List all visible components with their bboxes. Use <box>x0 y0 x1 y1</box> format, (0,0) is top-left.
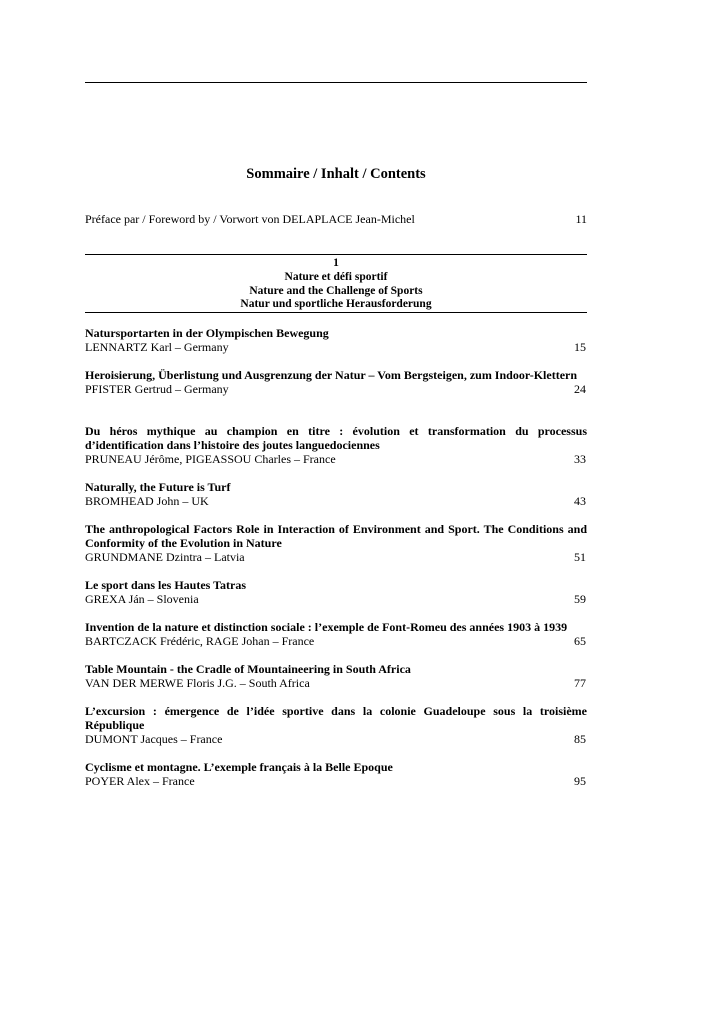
toc-entry <box>85 368 587 396</box>
entry-title: Natursportarten in der Olympischen Bewegung <box>85 326 329 340</box>
section-title-fr: Nature et défi sportif <box>284 270 388 283</box>
toc-entry <box>85 620 587 648</box>
entry-title: Du héros mythique au champion en titre : évolution et transformation du processus d’identification dans l’histoire des joutes languedociennes <box>85 424 587 452</box>
toc-entry <box>85 578 587 606</box>
section-divider-bottom <box>85 312 587 313</box>
toc-entry <box>85 326 587 354</box>
entry-author: VAN DER MERWE Floris J.G. – South Africa <box>85 676 310 690</box>
toc-entry <box>85 662 587 690</box>
preface-label: Préface par / Foreword by / Vorwort von DELAPLACE Jean-Michel <box>85 212 415 226</box>
entry-page: 33 <box>574 452 586 466</box>
entry-title: The anthropological Factors Role in Interaction of Environment and Sport. The Conditions and Conformity of the Evolution in Nature <box>85 522 587 550</box>
toc-entry <box>85 760 587 788</box>
entry-author: PFISTER Gertrud – Germany <box>85 382 229 396</box>
entry-title: Naturally, the Future is Turf <box>85 480 231 494</box>
toc-entry <box>85 480 587 508</box>
section-divider-top <box>85 254 587 255</box>
entry-author: BROMHEAD John – UK <box>85 494 209 508</box>
entry-title: Table Mountain - the Cradle of Mountaineering in South Africa <box>85 662 411 676</box>
entry-title: L’excursion : émergence de l’idée sportive dans la colonie Guadeloupe sous la troisième République <box>85 704 587 732</box>
entry-author: GRUNDMANE Dzintra – Latvia <box>85 550 245 564</box>
entry-page: 15 <box>574 340 586 354</box>
entry-title: Invention de la nature et distinction sociale : l’exemple de Font-Romeu des années 1903 à 1939 <box>85 620 568 634</box>
entry-page: 77 <box>574 676 586 690</box>
entry-author: LENNARTZ Karl – Germany <box>85 340 229 354</box>
preface-entry <box>85 212 587 227</box>
toc-entry <box>85 704 587 746</box>
entry-page: 51 <box>574 550 586 564</box>
entry-author: GREXA Ján – Slovenia <box>85 592 199 606</box>
entry-page: 65 <box>574 634 586 648</box>
entry-page: 59 <box>574 592 586 606</box>
toc-entry <box>85 522 587 564</box>
entry-page: 24 <box>574 382 586 396</box>
section-heading <box>85 257 587 312</box>
entry-author: POYER Alex – France <box>85 774 195 788</box>
entry-author: DUMONT Jacques – France <box>85 732 223 746</box>
section-number: 1 <box>333 257 339 269</box>
section-title-en: Nature and the Challenge of Sports <box>249 284 423 297</box>
entry-page: 95 <box>574 774 586 788</box>
section-title-de: Natur und sportliche Herausforderung <box>240 298 432 311</box>
entry-title: Cyclisme et montagne. L’exemple français à la Belle Epoque <box>85 760 393 774</box>
top-divider <box>85 82 587 83</box>
entry-author: PRUNEAU Jérôme, PIGEASSOU Charles – France <box>85 452 336 466</box>
entry-title: Heroisierung, Überlistung und Ausgrenzung der Natur – Vom Bergsteigen, zum Indoor-Klettern <box>85 368 578 382</box>
entry-page: 85 <box>574 732 586 746</box>
toc-entry <box>85 424 587 466</box>
entry-title: Le sport dans les Hautes Tatras <box>85 578 247 592</box>
preface-page: 11 <box>575 212 587 226</box>
page-title: Sommaire / Inhalt / Contents <box>246 166 426 182</box>
entry-page: 43 <box>574 494 586 508</box>
entry-author: BARTCZACK Frédéric, RAGE Johan – France <box>85 634 315 648</box>
